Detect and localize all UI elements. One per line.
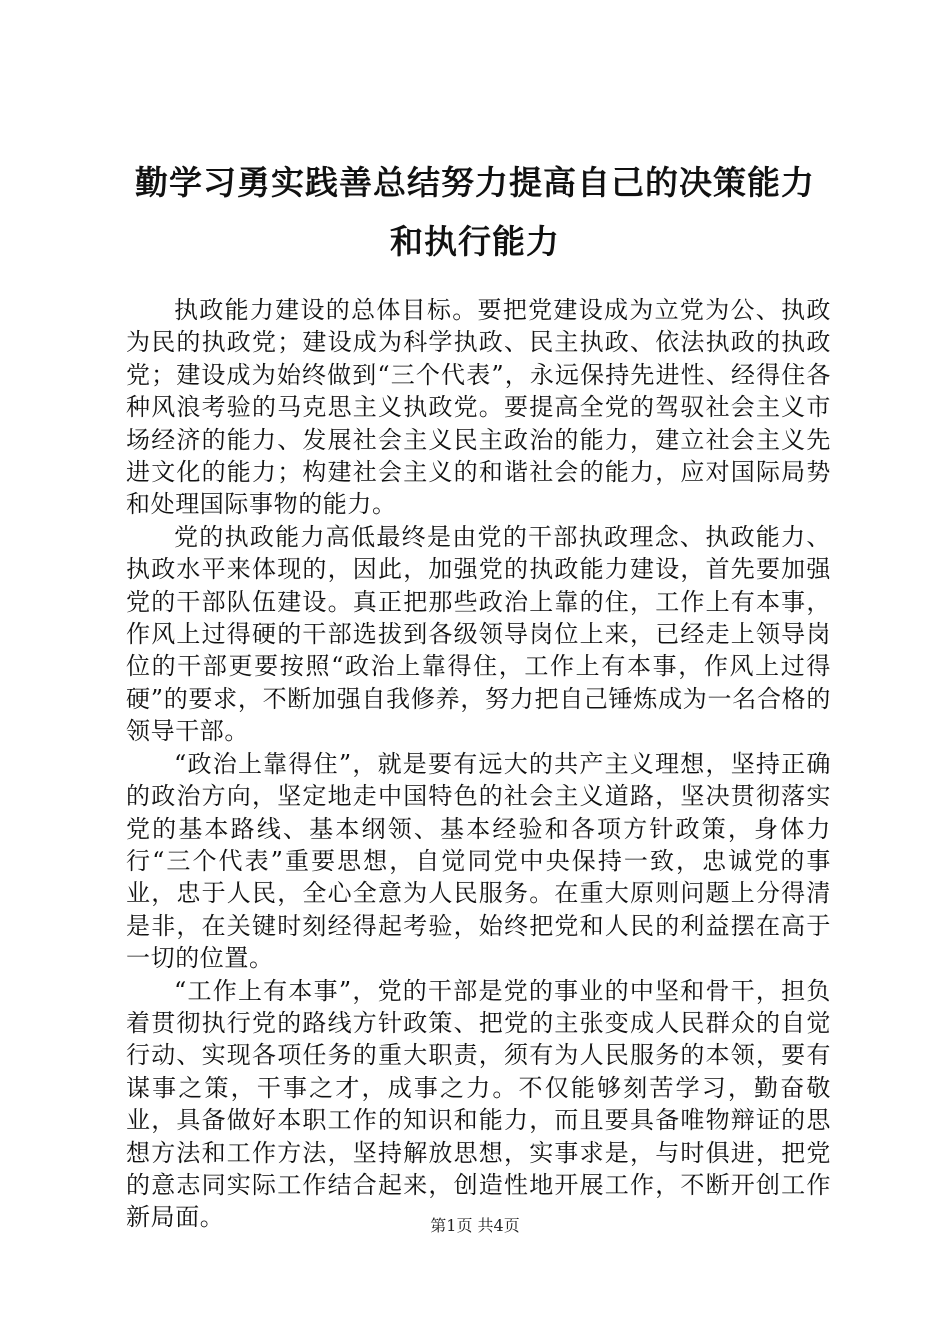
paragraph-3: “政治上靠得住”，就是要有远大的共产主义理想，坚持正确的政治方向，坚定地走中国特色的社会主义道路，坚决贯彻落实党的基本路线、基本纲领、基本经验和各项方针政策，身体力行“三个代表”重要思想，自觉同党中央保持一致，忠诚党的事业，忠于人民，全心全意为人民服务。在重大原则问题上分得清是非，在关键时刻经得起考验，始终把党和人民的利益摆在高于一切的位置。 xyxy=(126,749,831,973)
paragraph-2: 党的执政能力高低最终是由党的干部执政理念、执政能力、执政水平来体现的，因此，加强党的执政能力建设，首先要加强党的干部队伍建设。真正把那些政治上靠的住，工作上有本事，作风上过得硬的干部选拔到各级领导岗位上来，已经走上领导岗位的干部更要按照“政治上靠得住，工作上有本事，作风上过得硬”的要求，不断加强自我修养，努力把自己锤炼成为一名合格的领导干部。 xyxy=(126,522,831,746)
paragraph-4: “工作上有本事”，党的干部是党的事业的中坚和骨干，担负着贯彻执行党的路线方针政策、把党的主张变成人民群众的自觉行动、实现各项任务的重大职责，须有为人民服务的本领，要有谋事之策，干事之才，成事之力。不仅能够刻苦学习，勤奋敬业，具备做好本职工作的知识和能力，而且要具备唯物辩证的思想方法和工作方法，坚持解放思想，实事求是，与时俱进，把党的意志同实际工作结合起来，创造性地开展工作，不断开创工作新局面。 xyxy=(126,976,831,1232)
document-title-line-1: 勤学习勇实践善总结努力提高自己的决策能力 xyxy=(135,163,815,202)
document-title-line-2: 和执行能力 xyxy=(390,222,560,261)
page-number-footer: 第1页 共4页 xyxy=(430,1216,520,1235)
paragraph-1: 执政能力建设的总体目标。要把党建设成为立党为公、执政为民的执政党；建设成为科学执政、民主执政、依法执政的执政党；建设成为始终做到“三个代表”，永远保持先进性、经得住各种风浪考验的马克思主义执政党。要提高全党的驾驭社会主义市场经济的能力、发展社会主义民主政治的能力，建立社会主义先进文化的能力；构建社会主义的和谐社会的能力，应对国际局势和处理国际事物的能力。 xyxy=(126,296,831,519)
document-body xyxy=(126,294,831,1234)
